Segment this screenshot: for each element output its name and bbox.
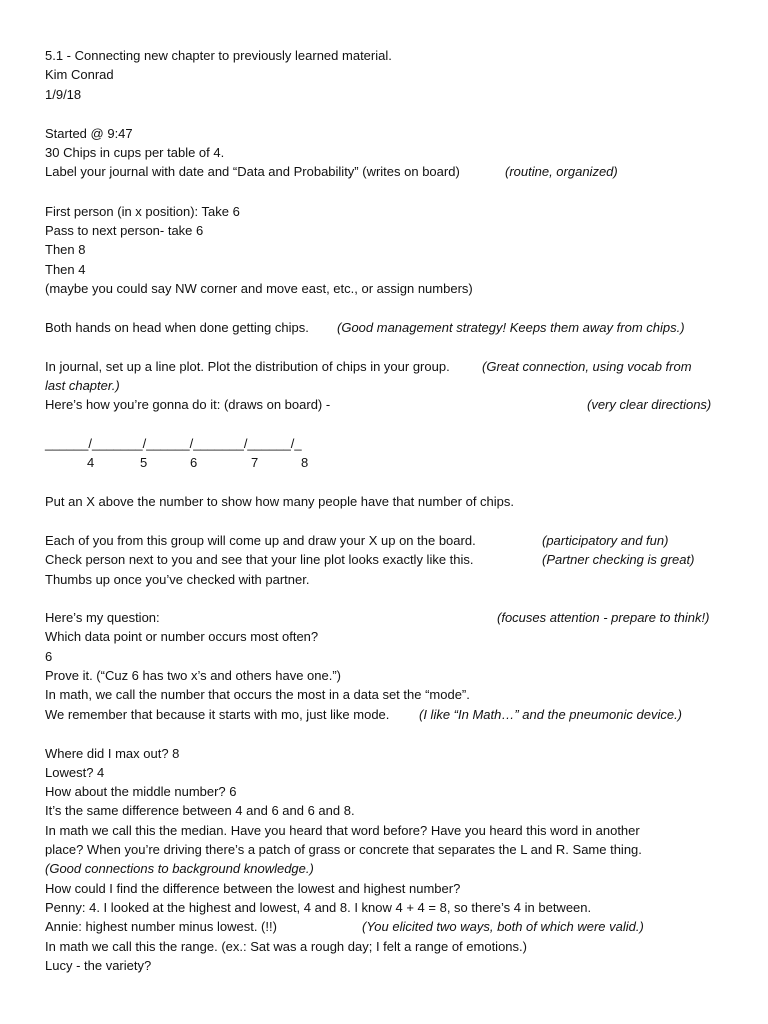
document-date: 1/9/18 [45,87,82,102]
text-line: (maybe you could say NW corner and move east, etc., or assign numbers) [45,281,473,296]
axis-tick-label: 7 [251,455,259,470]
text-line: Thumbs up once you’ve checked with partner. [45,572,310,587]
text-line: Lucy - the variety? [45,958,152,973]
text-line: Put an X above the number to show how many people have that number of chips. [45,494,515,509]
text-line: Here’s my question: [45,610,160,625]
text-line: In journal, set up a line plot. Plot the distribution of chips in your group. [45,359,450,374]
text-line: Prove it. (“Cuz 6 has two x’s and others have one.”) [45,668,342,683]
observer-note: (focuses attention - prepare to think!) [497,610,710,625]
text-line: Which data point or number occurs most often? [45,629,319,644]
document-title: 5.1 - Connecting new chapter to previously learned material. [45,48,392,63]
author-name: Kim Conrad [45,67,114,82]
text-line: Here’s how you’re gonna do it: (draws on board) - [45,397,331,412]
text-line: Pass to next person- take 6 [45,223,204,238]
text-line: Annie: highest number minus lowest. (!!) [45,919,277,934]
text-line: Each of you from this group will come up and draw your X up on the board. [45,533,476,548]
observer-note: (Good connections to background knowledge.) [45,861,314,876]
text-line: Where did I max out? 8 [45,746,180,761]
line-plot-axis: ______/_______/______/_______/______/_ [45,436,302,451]
observer-note: (participatory and fun) [542,533,669,548]
text-line: How about the middle number? 6 [45,784,237,799]
axis-tick-label: 4 [87,455,95,470]
text-line: Check person next to you and see that your line plot looks exactly like this. [45,552,474,567]
text-line: First person (in x position): Take 6 [45,204,240,219]
text-line: In math, we call the number that occurs the most in a data set the “mode”. [45,687,470,702]
observer-note: (I like “In Math…” and the pneumonic device.) [419,707,683,722]
text-line: place? When you’re driving there’s a patch of grass or concrete that separates the L and R. Same thing. [45,842,642,857]
text-line: Then 8 [45,242,86,257]
text-line: Penny: 4. I looked at the highest and lowest, 4 and 8. I know 4 + 4 = 8, so there’s 4 in between. [45,900,592,915]
observer-note: (routine, organized) [505,164,618,179]
text-line: In math we call this the median. Have you heard that word before? Have you heard this word in another [45,823,640,838]
axis-tick-label: 5 [140,455,148,470]
text-line: How could I find the difference between the lowest and highest number? [45,881,461,896]
observer-note: (Great connection, using vocab from [482,359,692,374]
axis-tick-label: 8 [301,455,309,470]
text-line: 6 [45,649,53,664]
text-line: Both hands on head when done getting chips. [45,320,309,335]
text-line: Then 4 [45,262,86,277]
observer-note: (Good management strategy! Keeps them away from chips.) [337,320,685,335]
text-line: 30 Chips in cups per table of 4. [45,145,225,160]
axis-tick-label: 6 [190,455,198,470]
text-line: Started @ 9:47 [45,126,133,141]
text-line: It’s the same difference between 4 and 6 and 6 and 8. [45,803,355,818]
observer-note: (very clear directions) [587,397,712,412]
observer-note: (Partner checking is great) [542,552,695,567]
text-line: Lowest? 4 [45,765,105,780]
text-line: We remember that because it starts with mo, just like mode. [45,707,390,722]
observer-note: (You elicited two ways, both of which were valid.) [362,919,644,934]
text-line: In math we call this the range. (ex.: Sat was a rough day; I felt a range of emotions.) [45,939,527,954]
observer-note: last chapter.) [45,378,120,393]
text-line: Label your journal with date and “Data and Probability” (writes on board) [45,164,460,179]
